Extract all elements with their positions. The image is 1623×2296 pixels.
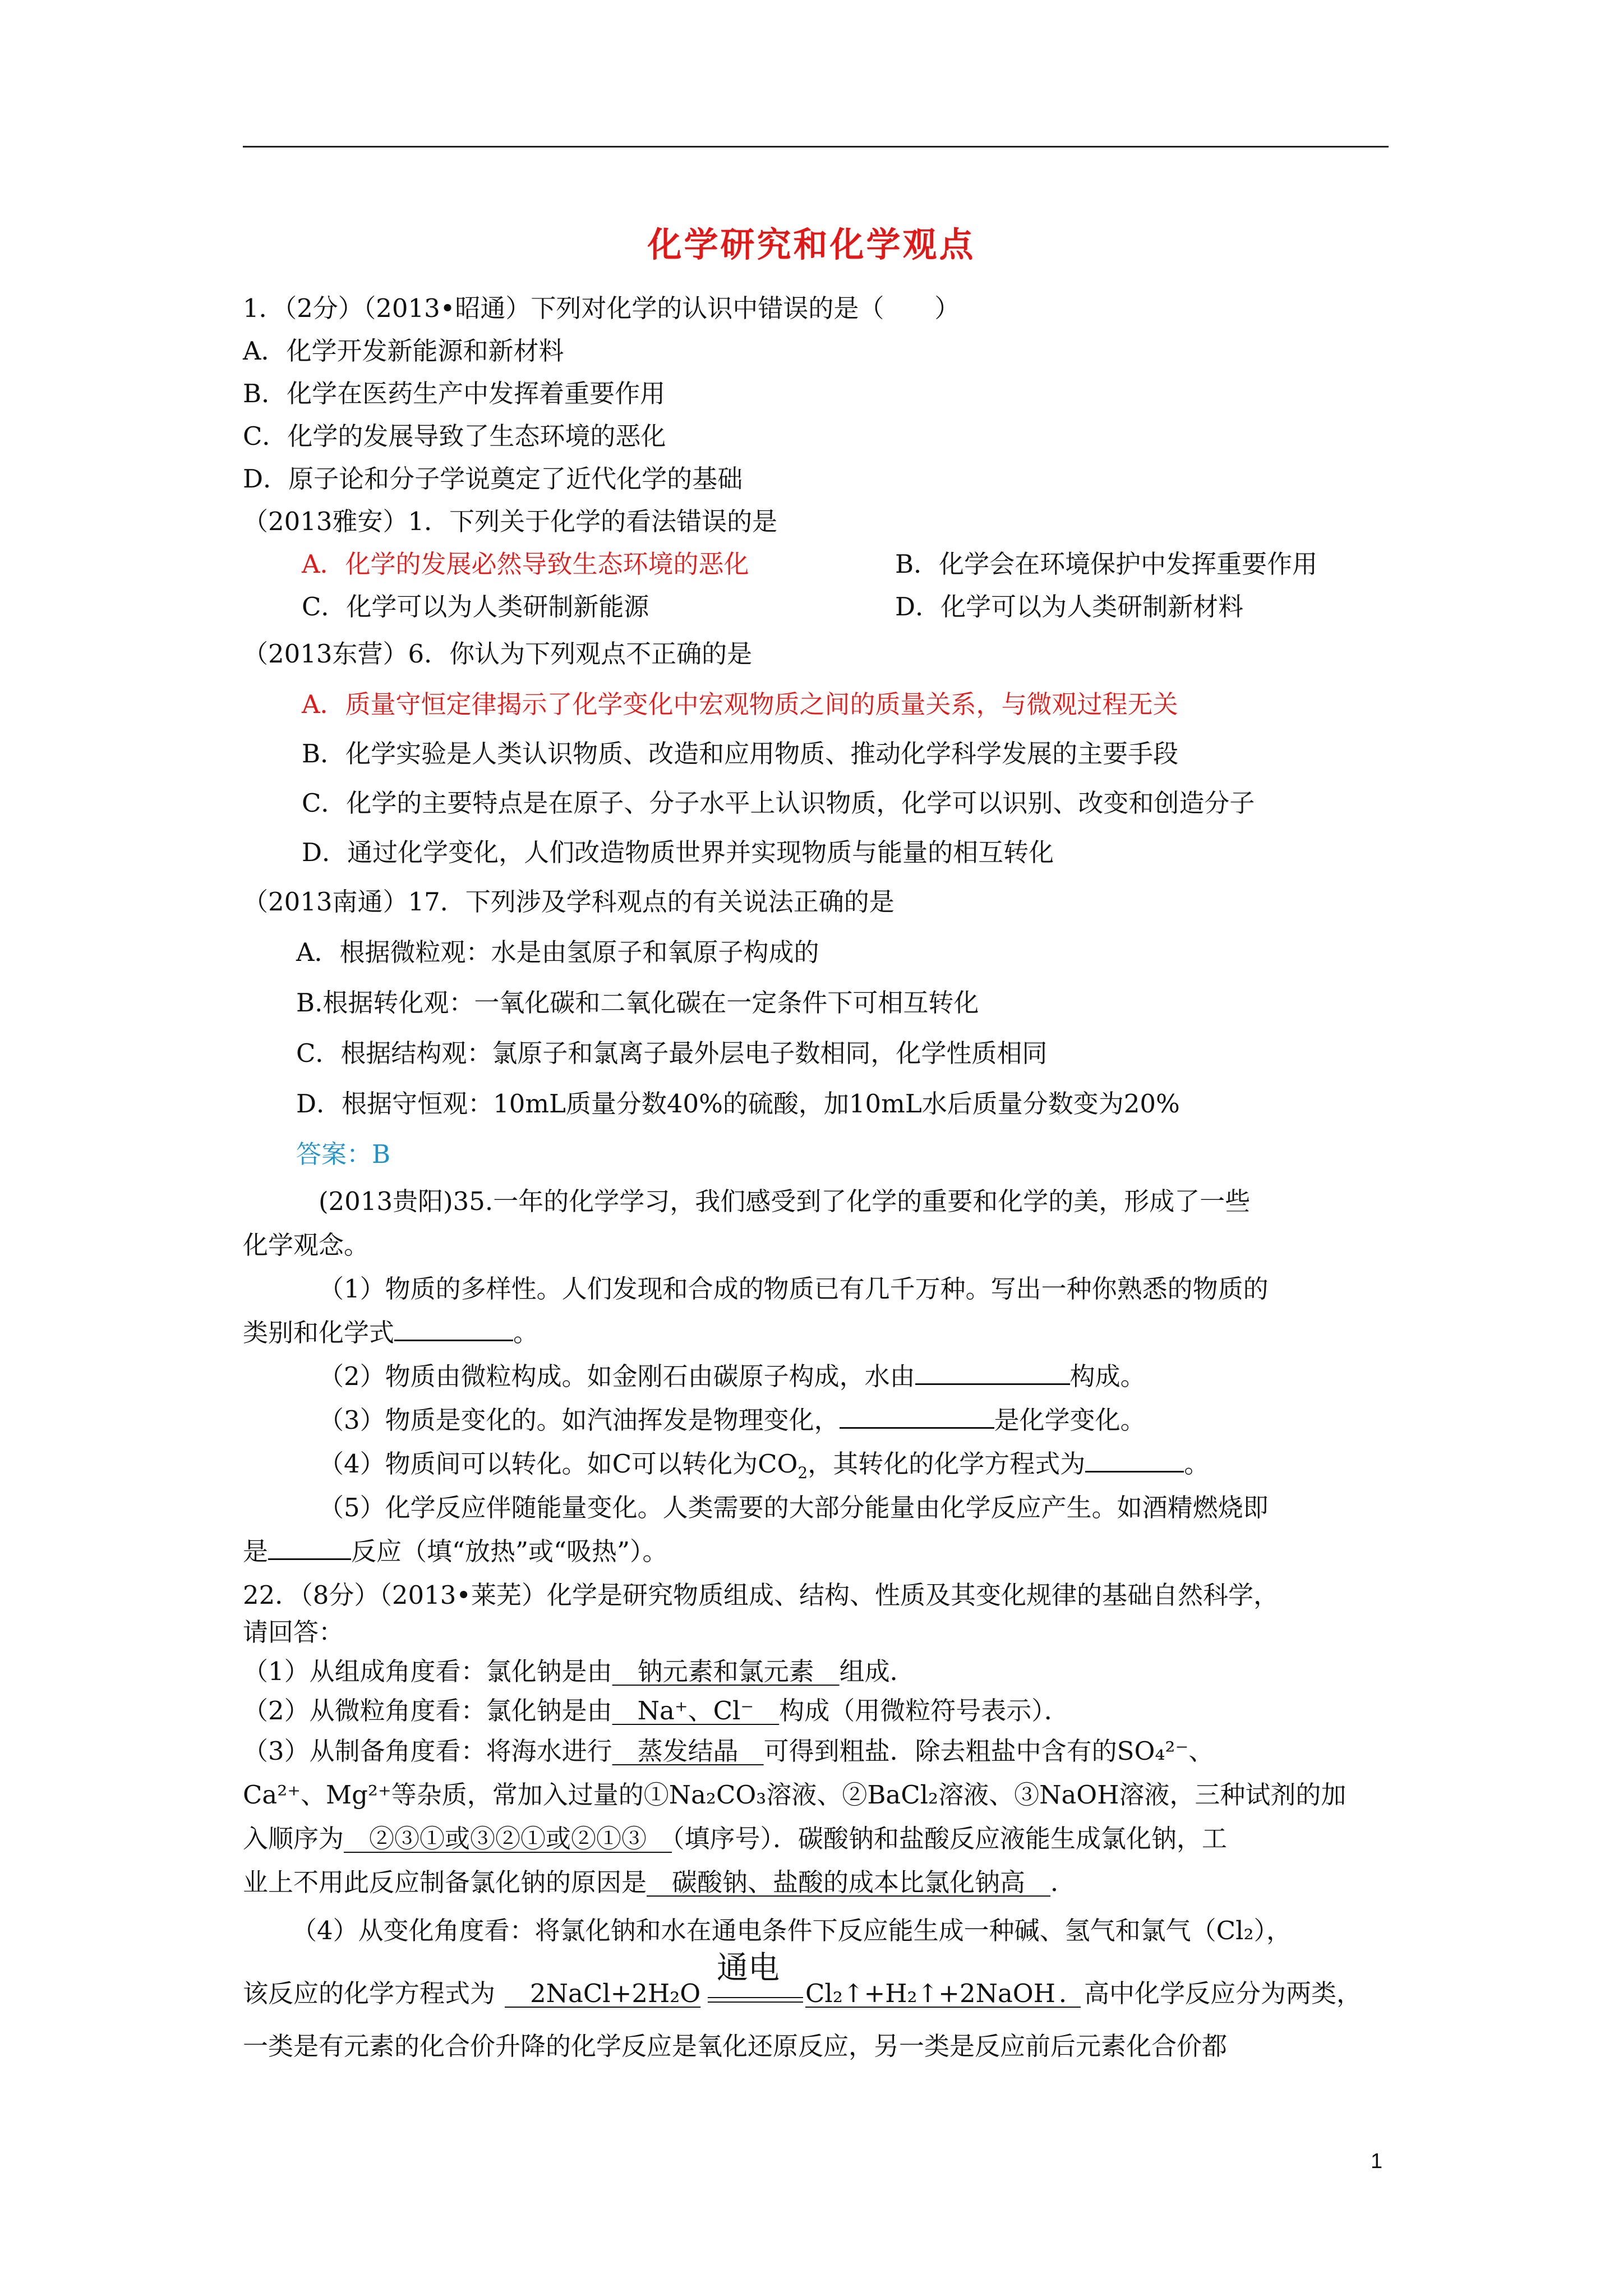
q5-part5-end: 反应（填“放热”或“吸热”）。 — [351, 1536, 668, 1566]
q4-option-d: D．根据守恒观：10mL质量分数40%的硫酸，加10mL水后质量分数变为20% — [296, 1089, 1180, 1119]
q2-option-b: B．化学会在环境保护中发挥重要作用 — [895, 549, 1318, 579]
q5-part4-mid: ，其转化的化学方程式为 — [808, 1449, 1086, 1479]
q6-part3-line1 — [243, 1734, 1214, 1768]
q5-stem-line1: (2013贵阳)35.一年的化学学习，我们感受到了化学的重要和化学的美，形成了一些 — [319, 1186, 1251, 1216]
q6-part1-text: （1）从组成角度看：氯化钠是由 — [243, 1657, 612, 1686]
q6-part3-line3 — [243, 1822, 1227, 1856]
q5-part3-blank — [840, 1405, 994, 1429]
q1-option-b: B．化学在医药生产中发挥着重要作用 — [243, 379, 666, 408]
q5-part4-text: （4）物质间可以转化。如C可以转化为CO — [319, 1449, 798, 1479]
q3-option-a: A．质量守恒定律揭示了化学变化中宏观物质之间的质量关系，与微观过程无关 — [302, 689, 1178, 719]
q5-part1-text: 类别和化学式 — [243, 1318, 395, 1347]
q6-part4-line3: 一类是有元素的化合价升降的化学反应是氧化还原反应，另一类是反应前后元素化合价都 — [243, 2031, 1228, 2061]
q5-part5-line2 — [243, 1535, 668, 1568]
q6-part3-text: （3）从制备角度看：将海水进行 — [243, 1736, 612, 1766]
q6-part2-text: （2）从微粒角度看：氯化钠是由 — [243, 1696, 612, 1726]
q5-part1-end: 。 — [513, 1318, 539, 1347]
q6-part3-end: 可得到粗盐．除去粗盐中含有的SO₄²⁻、 — [763, 1736, 1214, 1766]
q1-option-d: D．原子论和分子学说奠定了近代化学的基础 — [243, 464, 743, 494]
q5-part3-end: 是化学变化。 — [994, 1405, 1146, 1435]
q6-part2 — [243, 1694, 1069, 1728]
q5-part1-line2 — [243, 1316, 538, 1350]
q6-part1-end: 组成． — [839, 1657, 915, 1686]
q5-part5-line1: （5）化学反应伴随能量变化。人类需要的大部分能量由化学反应产生。如酒精燃烧即 — [319, 1493, 1269, 1522]
q6-order-end: （填序号）．碳酸钠和盐酸反应液能生成氯化钠，工 — [672, 1824, 1228, 1853]
q6-stem-line2: 请回答： — [243, 1617, 344, 1647]
page-title: 化学研究和化学观点 — [647, 225, 976, 265]
q6-part2-answer: Na⁺、Cl⁻ — [612, 1696, 780, 1726]
header-rule — [243, 146, 1389, 148]
q6-reason-text: 业上不用此反应制备氯化钠的原因是 — [243, 1867, 647, 1897]
q6-part1-answer: 钠元素和氯元素 — [612, 1657, 840, 1686]
q6-order-answer: ②③①或③②①或②①③ — [344, 1824, 672, 1853]
q5-part2-blank — [915, 1361, 1070, 1385]
q4-option-a: A．根据微粒观：水是由氢原子和氧原子构成的 — [296, 937, 819, 967]
q3-option-d: D．通过化学变化，人们改造物质世界并实现物质与能量的相互转化 — [302, 838, 1054, 867]
q4-option-b: B.根据转化观：一氧化碳和二氧化碳在一定条件下可相互转化 — [296, 988, 979, 1018]
q5-stem-line2: 化学观念。 — [243, 1230, 370, 1260]
q5-part4 — [319, 1447, 1209, 1490]
q3-option-c: C．化学的主要特点是在原子、分子水平上认识物质，化学可以识别、改变和创造分子 — [302, 788, 1255, 818]
q5-part4-blank — [1085, 1448, 1184, 1473]
q6-order-text: 入顺序为 — [243, 1824, 344, 1853]
q5-part4-end: 。 — [1184, 1449, 1210, 1479]
q6-part1 — [243, 1655, 915, 1688]
q6-part3-line4 — [243, 1866, 1076, 1899]
q6-part3-answer: 蒸发结晶 — [612, 1736, 764, 1766]
q5-part3 — [319, 1404, 1146, 1437]
q6-reason-answer: 碳酸钠、盐酸的成本比氯化钠高 — [647, 1867, 1051, 1897]
q5-part5-text: 是 — [243, 1536, 269, 1566]
q2-option-d: D．化学可以为人类研制新材料 — [895, 592, 1244, 622]
q5-part3-text: （3）物质是变化的。如汽油挥发是物理变化， — [319, 1405, 840, 1435]
equation-condition: 通电 — [717, 1950, 780, 1986]
q1-option-c: C．化学的发展导致了生态环境的恶化 — [243, 421, 666, 451]
q3-stem: （2013东营）6．你认为下列观点不正确的是 — [243, 639, 753, 669]
q2-option-a: A．化学的发展必然导致生态环境的恶化 — [302, 549, 749, 579]
q4-stem: （2013南通）17．下列涉及学科观点的有关说法正确的是 — [243, 887, 895, 917]
q6-part3-line2: Ca²⁺、Mg²⁺等杂质，常加入过量的①Na₂CO₃溶液、②BaCl₂溶液、③NaOH溶液，三种试剂的加 — [243, 1780, 1347, 1810]
q5-part2 — [319, 1360, 1146, 1393]
q5-part4-subscript: 2 — [797, 1464, 808, 1482]
page-number: 1 — [1371, 2150, 1383, 2173]
q5-part1-blank — [394, 1317, 513, 1341]
q3-option-b: B．化学实验是人类认识物质、改造和应用物质、推动化学科学发展的主要手段 — [302, 739, 1179, 769]
equation-left: 2NaCl+2H₂O — [505, 1978, 701, 2008]
equation-double-line — [708, 1997, 803, 2003]
q2-option-c: C．化学可以为人类研制新能源 — [302, 592, 649, 622]
q6-part4-line2-suffix: ．高中化学反应分为两类， — [1059, 1978, 1362, 2008]
q1-option-a: A．化学开发新能源和新材料 — [243, 336, 564, 366]
q5-part1-line1: （1）物质的多样性。人们发现和合成的物质已有几千万种。写出一种你熟悉的物质的 — [319, 1274, 1269, 1304]
q5-part5-blank — [268, 1536, 351, 1560]
q6-reason-end: ． — [1050, 1867, 1076, 1897]
q6-part4-line2-prefix: 该反应的化学方程式为 — [243, 1978, 496, 2008]
q6-part2-end: 构成（用微粒符号表示）． — [779, 1696, 1069, 1726]
q4-answer: 答案：B — [296, 1139, 391, 1169]
q4-option-c: C．根据结构观：氯原子和氯离子最外层电子数相同，化学性质相同 — [296, 1038, 1048, 1068]
q5-part2-text: （2）物质由微粒构成。如金刚石由碳原子构成，水由 — [319, 1361, 915, 1391]
q2-stem: （2013雅安）1．下列关于化学的看法错误的是 — [243, 507, 778, 536]
q6-stem-line1: 22．（8分）（2013•莱芜）化学是研究物质组成、结构、性质及其变化规律的基础自然科学， — [243, 1580, 1279, 1610]
q6-part4-line1: （4）从变化角度看：将氯化钠和水在通电条件下反应能生成一种碱、氢气和氯气（Cl₂）， — [292, 1916, 1292, 1945]
q1-stem: 1．（2分）（2013•昭通）下列对化学的认识中错误的是（ ） — [243, 293, 960, 323]
q5-part2-end: 构成。 — [1069, 1361, 1146, 1391]
equation-right: Cl₂↑+H₂↑+2NaOH — [805, 1978, 1081, 2008]
